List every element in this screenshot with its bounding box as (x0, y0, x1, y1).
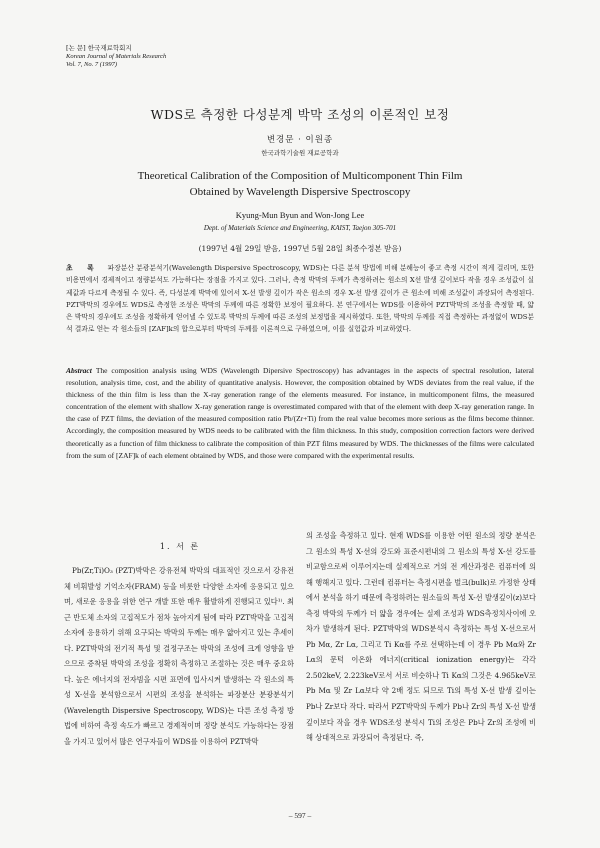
english-title-line1: Theoretical Calibration of the Composition of Multicomponent Thin Film (137, 170, 463, 182)
body-column-right: 의 조성을 측정하고 있다. 현재 WDS를 이용한 어떤 원소의 정량 분석은 그 원소의 특성 X-선의 강도와 표준시편내의 그 원소의 특성 X-선 강도를 비교함으로써 이루어지는데 실제적으로 거의 전 계산과정은 컴퓨터에 의해 행해지고 있다. 그런데 컴퓨터는 측정시편을 벌크(bulk)로 가정한 상태에서 분석을 하기 때문에 측정하려는 원소들의 특성 X-선 발생깊이(z)보다 측정 박막의 두께가 더 얇을 경우에는 실제 조성과 WDS측정치사이에 오차가 발생하게 된다. PZT박막의 WDS분석시 측정하는 특성 X-선으로서 Pb Mα, Zr Lα, 그리고 Ti Kα를 주로 선택하는데 이 경우 Pb Mα와 Zr Lα의 문턱 이온화 에너지(critical ionization energy)는 각각 2.502keV, 2.223keV로서 서로 비슷하나 Ti Kα의 그것은 4.965keV로 Pb Mα 및 Zr Lα보다 약 2배 정도 되므로 Ti의 특성 X-선 발생 깊이는 Pb나 Zr보다 작다. 따라서 PZT박막의 두께가 Pb나 Zr의 특성 X-선 발생깊이보다 작을 경우 WDS조성 분석시 Ti의 조성은 Pb나 Zr의 조성에 비해 상대적으로 과장되어 측정된다. 즉, (306, 531, 536, 743)
journal-header-line3: Vol. 7, No. 7 (1997) (66, 61, 118, 68)
korean-abstract (66, 262, 534, 336)
korean-abstract-label: 초 록 (66, 264, 100, 272)
journal-header-line2: Korean Journal of Materials Research (66, 52, 167, 60)
korean-abstract-text: 파장분산 분광분석기(Wavelength Dispersive Spectroscopy, WDS)는 다른 분석 방법에 비해 분해능이 좋고 측정 시간이 적게 걸리며, 또한 비용면에서 경제적이고 정량분석도 가능하다는 장점을 가지고 있다. 그러나, 측정 박막의 두께가 측정하려는 원소의 X선 발생 깊이보다 작을 경우 조성값이 실제값과 다르게 측정될 수 있다. 즉, 다성분계 박막에 있어서 X-선 발생 깊이가 작은 원소의 경우 X-선 발생 깊이가 큰 원소에 비해 조성값이 과장되어 측정된다. PZT박막의 경우에도 WDS로 측정한 조성은 박막의 두께에 따른 정확한 보정이 필요하다. 본 연구에서는 WDS를 이용하여 PZT박막의 조성을 측정할 때, 얇은 박막의 경우에도 조성을 정확하게 얻어낼 수 있도록 박막의 두께에 따른 조성의 보정법을 제시하였다. 또한, 박막의 두께를 직접 측정하는 과정없이 WDS분석 결과로 얻는 각 원소들의 [ZAF]k의 합으로부터 박막의 두께를 이론적으로 구하였으며, 이를 실험값과 비교하였다. (66, 264, 534, 334)
english-abstract-text: The composition analysis using WDS (Wavelength Dipersive Spectroscopy) has advantages in the aspects of spectral resolution, lateral resolution, analysis time, cost, and the ability of quantitative analysis. However, the composition obtained by WDS deviates from the real value, if the thickness of the thin film is less than the X-ray generation range of the elements measured. For instance, in multicomponent films, the measured concentration of the element with shallow X-ray generation range is overestimated compared with that of the element with deep X-ray generation range. In the case of PZT films, the deviation of the measured composition ratio Pb/(Zr+Ti) from the real value becomes more serious as the films become thinner. Accordingly, the composition measured by WDS needs to be calibrated with the film thickness. In this study, composition correction factors were derived theoretically as a function of film thickness to calibrate the composition of thin PZT films measured by WDS. The thicknesses of the films were calculated from the sum of [ZAF]k of each element obtained by WDS, and those were compared with the experimental results. (66, 366, 534, 460)
korean-affiliation: 한국과학기술원 재료공학과 (261, 149, 339, 157)
body-column-left: Pb(Zr,Ti)O₃ (PZT)박막은 강유전체 박막의 대표적인 것으로서 강유전체 비휘발성 기억소자(FRAM) 등을 비롯한 다양한 소자에 응용되고 있으며, 새로운 응용을 위한 연구 개발 또한 매우 활발하게 진행되고 있다¹⁾. 최근 반도체 소자의 고집적도가 점차 높아지게 됨에 따라 PZT박막을 고집적소자에 응용하기 위해 요구되는 박막의 두께는 매우 얇아지고 있는 추세이다. PZT박막의 전기적 특성 및 결정구조는 박막의 조성에 크게 영향을 받으므로 증착된 박막의 조성을 정확히 측정하고 조절하는 것은 매우 중요하다. 높은 에너지의 전자빔을 시편 표면에 입사시켜 발생하는 각 원소의 특성 X-선을 분석함으로서 시편의 조성을 분석하는 파장분산 분광분석기(Wavelength Dispersive Spectroscopy, WDS)는 다른 조성 측정 방법에 비하여 측정 속도가 빠르고 경제적이며 정량 분석도 가능하다는 장점을 가지고 있어서 많은 연구자들이 WDS를 이용하여 PZT박막 (64, 566, 294, 747)
english-title-line2: Obtained by Wavelength Dispersive Spectroscopy (189, 186, 411, 198)
page-number: – 597 – (288, 811, 312, 820)
korean-title: WDS로 측정한 다성분계 박막 조성의 이론적인 보정 (150, 107, 450, 122)
english-abstract-label: Abstract (66, 366, 92, 375)
english-authors: Kyung-Mun Byun and Won-Jong Lee (235, 210, 365, 220)
korean-authors: 변경문 · 이원종 (266, 135, 334, 145)
english-affiliation: Dept. of Materials Science and Engineering, KAIST, Taejon 305-701 (203, 224, 397, 232)
journal-header (66, 44, 166, 70)
journal-header-line1: [논 문] 한국재료학회지 (66, 44, 132, 52)
section-heading: 1. 서 론 (159, 542, 201, 551)
english-abstract (66, 365, 534, 462)
received-dates: (1997년 4월 29일 받음, 1997년 5월 28일 최종수정본 받음) (198, 244, 402, 253)
